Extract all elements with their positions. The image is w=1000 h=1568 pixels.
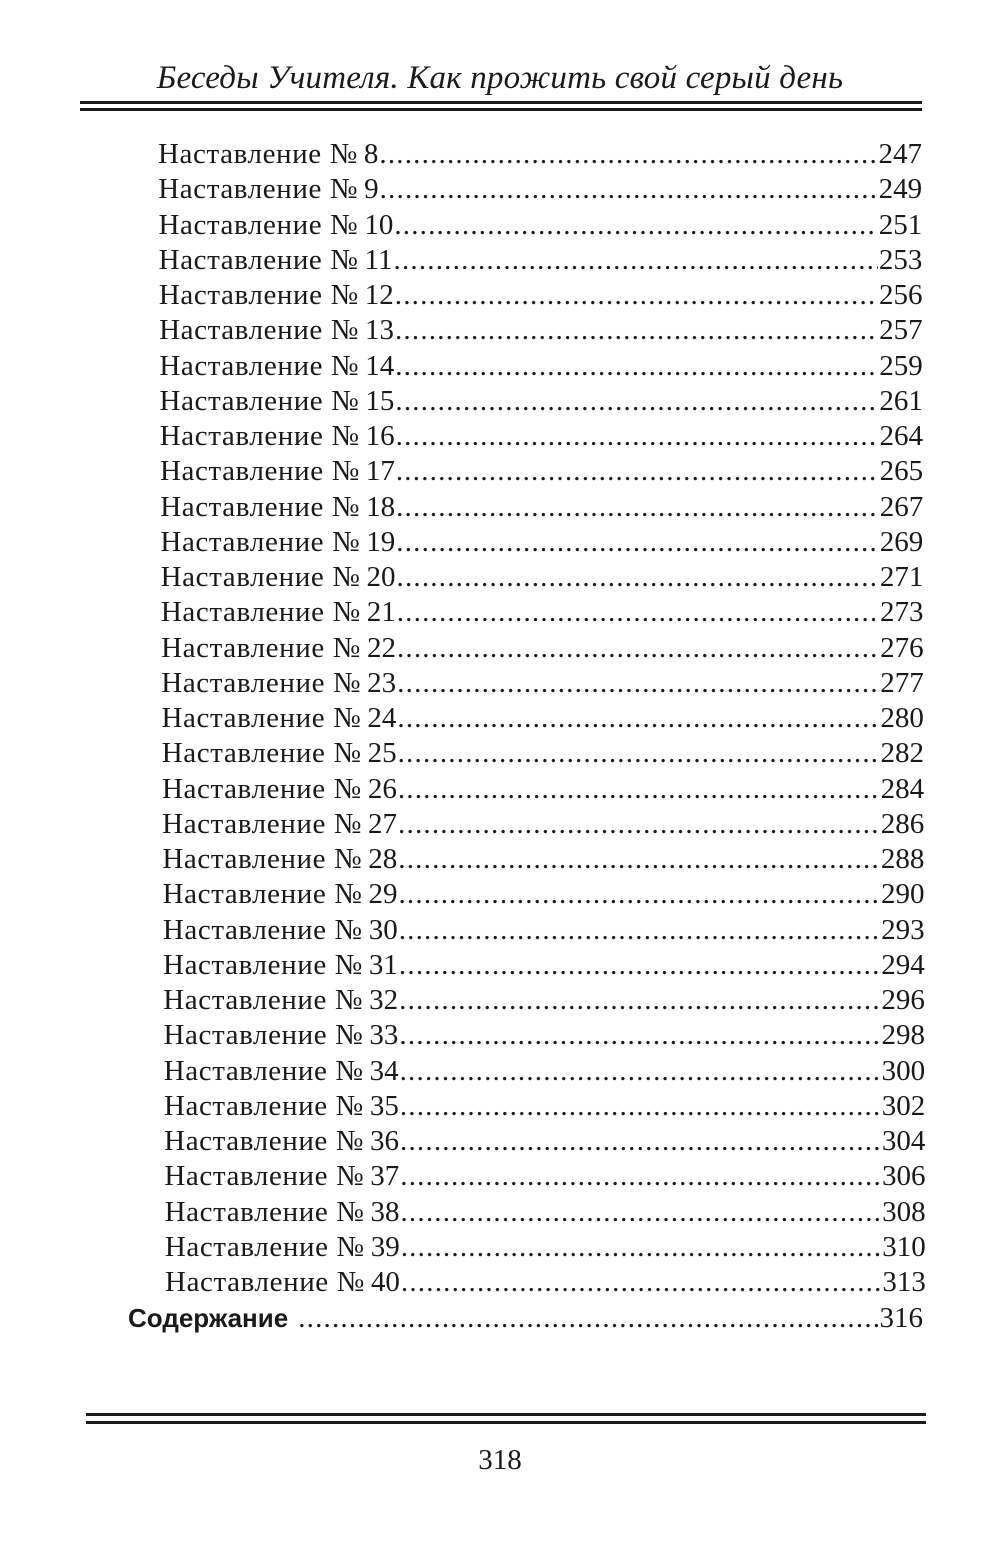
toc-entry-number: 13 xyxy=(364,314,394,347)
toc-entry-page: 261 xyxy=(879,384,923,417)
toc-entry xyxy=(160,419,923,453)
toc-entry-label: Наставление № xyxy=(158,279,359,311)
toc-entry-page: 310 xyxy=(882,1230,926,1263)
toc-entry-page: 257 xyxy=(879,314,923,347)
toc-entry-page: 294 xyxy=(881,948,925,981)
dot-leader xyxy=(397,560,879,594)
toc-entry-page: 282 xyxy=(880,737,925,770)
toc-entry xyxy=(160,525,923,559)
toc-entry-page: 267 xyxy=(879,490,924,523)
toc-entry-label: Наставление № xyxy=(160,596,361,629)
toc-entry-label: Наставление № xyxy=(163,1089,364,1122)
toc-entry-label: Наставление № xyxy=(162,807,363,840)
toc-entry-label: Наставление № xyxy=(162,843,363,875)
toc-entry-number: 33 xyxy=(369,1019,399,1052)
toc-entry-label: Наставление № xyxy=(162,878,363,911)
toc-entry-number: 38 xyxy=(370,1195,400,1228)
dot-leader xyxy=(398,772,880,806)
toc-entry-number: 28 xyxy=(368,843,398,875)
toc-entry-number: 37 xyxy=(370,1160,400,1193)
dot-leader xyxy=(398,842,880,876)
toc-entry-number: 35 xyxy=(369,1089,399,1122)
dot-leader xyxy=(400,1054,881,1088)
dot-leader xyxy=(399,983,880,1017)
toc-entry-label: Наставление № xyxy=(158,243,359,276)
dot-leader xyxy=(399,913,880,947)
toc-entry-label: Наставление № xyxy=(164,1195,365,1228)
toc-entry-page: 284 xyxy=(880,772,925,805)
toc-entry-number: 12 xyxy=(364,279,394,311)
toc-entry-label: Наставление № xyxy=(161,737,362,770)
toc-entry-number: 36 xyxy=(370,1125,400,1157)
toc-entry-page: 273 xyxy=(880,596,924,629)
toc-entry xyxy=(159,349,922,383)
toc-entry-page: 271 xyxy=(879,561,924,593)
toc-entry-number: 39 xyxy=(370,1230,400,1263)
toc-entry xyxy=(164,1018,926,1052)
toc-entry-number: 9 xyxy=(364,173,379,206)
dot-leader xyxy=(399,1018,880,1052)
toc-entry xyxy=(164,1159,925,1193)
toc-entry-page: 293 xyxy=(881,913,925,946)
toc-entry xyxy=(163,877,925,911)
toc-entry xyxy=(165,1265,926,1299)
toc-entry-label: Наставление № xyxy=(164,1125,365,1157)
toc-entry-page: 288 xyxy=(880,843,925,875)
toc-entry-page: 298 xyxy=(881,1019,925,1052)
toc-entry-label: Наставление № xyxy=(159,455,360,488)
dot-leader xyxy=(298,1301,878,1335)
toc-entry-page: 269 xyxy=(879,525,924,558)
toc-entry xyxy=(165,1230,926,1264)
toc-entry-label: Наставление № xyxy=(161,702,362,734)
toc-entry xyxy=(158,208,922,242)
dot-leader xyxy=(398,736,880,770)
toc-entry-page: 256 xyxy=(878,279,923,311)
toc-entry-number: 29 xyxy=(368,878,398,911)
toc-entry-label: Содержание xyxy=(128,1303,289,1333)
dot-leader xyxy=(399,948,880,982)
toc-entry-page: 280 xyxy=(880,702,924,734)
toc-entry-number: 17 xyxy=(365,455,395,488)
dot-leader xyxy=(398,877,880,911)
toc-entry xyxy=(163,913,925,947)
toc-entry-page: 264 xyxy=(879,420,923,452)
toc-entry-number: 22 xyxy=(366,631,396,664)
toc-entry-number: 11 xyxy=(364,243,393,276)
dot-leader xyxy=(397,701,879,735)
toc-entry-number: 19 xyxy=(366,525,396,558)
toc-entry-page: 276 xyxy=(880,631,924,664)
dot-leader xyxy=(395,278,878,312)
dot-leader xyxy=(393,243,877,277)
toc-entry-page: 316 xyxy=(879,1302,923,1334)
toc-entry-number: 31 xyxy=(368,948,398,981)
dot-leader xyxy=(396,454,879,488)
toc-entry xyxy=(160,454,923,488)
toc-entry xyxy=(164,1124,925,1158)
toc-entry xyxy=(162,772,924,806)
toc-entry-label: Наставление № xyxy=(158,208,359,241)
toc-entry-page: 296 xyxy=(881,984,925,1016)
running-title: Беседы Учителя. Как прожить свой серый день xyxy=(156,60,844,96)
toc-entry-page: 249 xyxy=(878,173,923,206)
toc-entry-label: Наставление № xyxy=(161,772,362,805)
dot-leader xyxy=(395,313,878,347)
toc-entry xyxy=(161,666,924,700)
dot-leader xyxy=(379,137,877,171)
toc-entry-label: Наставление № xyxy=(158,173,359,206)
dot-leader xyxy=(397,631,879,665)
toc-entry-label: Наставление № xyxy=(161,666,362,699)
toc-entry-label: Наставление № xyxy=(162,913,363,946)
toc-entry-number: 25 xyxy=(367,737,397,770)
toc-entry-label: Наставление № xyxy=(164,1160,365,1193)
toc-entry xyxy=(163,948,925,982)
toc-entry-page: 300 xyxy=(881,1054,926,1087)
toc-entry-number: 21 xyxy=(366,596,396,629)
toc-entry xyxy=(161,595,924,629)
toc-entry-number: 40 xyxy=(370,1266,400,1298)
toc-entry-page: 313 xyxy=(882,1266,926,1298)
dot-leader xyxy=(400,1089,881,1123)
toc-entry-page: 308 xyxy=(882,1195,926,1228)
toc-entry xyxy=(159,243,923,277)
dot-leader xyxy=(394,208,877,242)
toc-entry-label: Наставление № xyxy=(160,490,361,523)
toc-entry-page: 306 xyxy=(881,1160,926,1193)
toc-entry-label: Наставление № xyxy=(163,948,363,981)
dot-leader xyxy=(400,1124,881,1158)
dot-leader xyxy=(401,1230,882,1264)
toc-entry-label: Наставление № xyxy=(158,138,358,170)
toc-entry-page: 251 xyxy=(878,208,923,241)
dot-leader xyxy=(396,490,879,524)
toc-entry-label: Наставление № xyxy=(160,561,361,593)
toc-entry xyxy=(160,384,923,418)
toc-entry-page: 265 xyxy=(879,455,924,488)
dot-leader xyxy=(400,1195,881,1229)
toc-entry xyxy=(158,137,922,171)
toc-entry xyxy=(162,701,924,735)
toc-entry-number: 26 xyxy=(367,772,397,805)
toc-entry-page: 286 xyxy=(880,807,925,840)
toc-entry-page: 290 xyxy=(881,878,925,911)
toc-entry-label: Наставление № xyxy=(163,1019,364,1052)
toc-entry-label: Наставление № xyxy=(161,631,361,664)
toc-entry xyxy=(161,631,924,665)
toc-entry-number: 15 xyxy=(365,384,395,417)
toc-entry-page: 259 xyxy=(879,349,923,382)
toc-entry xyxy=(160,490,923,524)
toc-entry-label: Наставление № xyxy=(163,1054,364,1087)
toc-entry xyxy=(161,560,924,594)
dot-leader xyxy=(395,384,878,418)
toc-entry-label: Наставление № xyxy=(159,384,360,417)
dot-leader xyxy=(395,349,878,383)
toc-entry-number: 8 xyxy=(363,138,379,170)
dot-leader xyxy=(397,595,879,629)
toc-entry xyxy=(159,313,923,347)
page-number: 318 xyxy=(478,1444,522,1476)
toc-entry-number: 16 xyxy=(365,420,395,452)
toc-entry-contents xyxy=(128,1301,923,1335)
toc-entry-label: Наставление № xyxy=(163,984,364,1016)
toc-entry-label: Наставление № xyxy=(159,349,360,382)
toc-entry xyxy=(162,807,924,841)
toc-entry-label: Наставление № xyxy=(160,525,361,558)
toc-entry-number: 20 xyxy=(366,561,396,593)
toc-entry-number: 23 xyxy=(367,666,397,699)
toc-entry-number: 24 xyxy=(367,702,397,734)
toc-entry-label: Наставление № xyxy=(164,1230,365,1263)
dot-leader xyxy=(396,419,879,453)
toc-entry xyxy=(158,172,922,206)
toc-entry-page: 253 xyxy=(878,243,923,276)
toc-entry-number: 30 xyxy=(368,913,398,946)
toc-entry-page: 277 xyxy=(880,666,924,699)
toc-entry-label: Наставление № xyxy=(165,1266,365,1298)
toc-entry-number: 14 xyxy=(365,349,395,382)
toc-entry-number: 10 xyxy=(364,208,394,241)
toc-entry-page: 247 xyxy=(878,138,922,170)
toc-entry-number: 18 xyxy=(366,490,396,523)
dot-leader xyxy=(401,1265,881,1299)
toc-entry xyxy=(164,1054,925,1088)
dot-leader xyxy=(398,807,880,841)
toc-entry-label: Наставление № xyxy=(159,420,360,452)
dot-leader xyxy=(380,172,878,206)
toc-entry-number: 27 xyxy=(368,807,398,840)
toc-entry xyxy=(163,983,925,1017)
toc-entry xyxy=(162,842,924,876)
toc-entry xyxy=(164,1089,925,1123)
toc-entry xyxy=(159,278,923,312)
dot-leader xyxy=(397,666,879,700)
dot-leader xyxy=(396,525,879,559)
toc-entry-number: 32 xyxy=(369,984,399,1016)
toc-entry xyxy=(165,1195,926,1229)
footer-rule-top xyxy=(86,1413,926,1416)
toc-entry-label: Наставление № xyxy=(159,314,359,347)
dot-leader xyxy=(400,1159,881,1193)
toc-entry-page: 302 xyxy=(881,1089,926,1122)
toc-entry-page: 304 xyxy=(881,1125,926,1157)
footer-rule-bottom xyxy=(86,1421,926,1424)
toc-entry-number: 34 xyxy=(369,1054,399,1087)
toc-entry xyxy=(162,736,924,770)
